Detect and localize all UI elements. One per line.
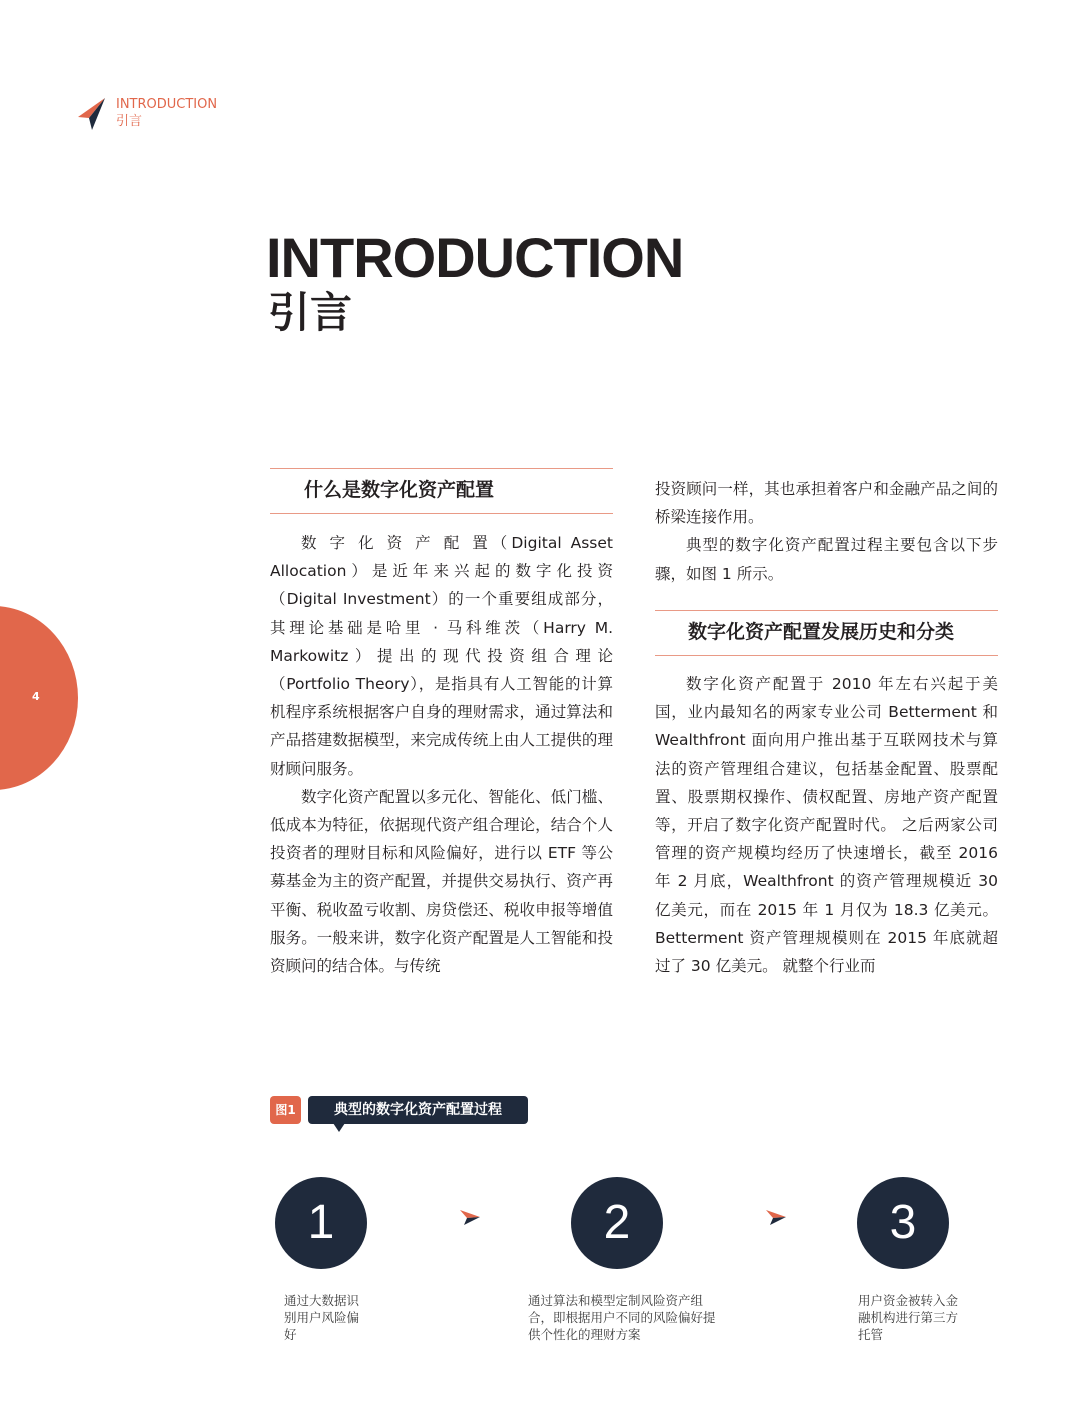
page-title-en: INTRODUCTION <box>266 226 684 289</box>
header-title-zh: 引言 <box>116 114 143 129</box>
section1-body <box>270 529 613 979</box>
step-3-description: 用户资金被转入金融机构进行第三方托管 <box>858 1293 959 1342</box>
figure-tag: 图1 <box>270 1096 301 1124</box>
paragraph: 典型的数字化资产配置过程主要包含以下步骤，如图 1 所示。 <box>655 536 998 583</box>
page-number: 4 <box>32 690 40 703</box>
section-heading-history <box>655 610 998 656</box>
step-2-description: 通过算法和模型定制风险资产组合，即根据用户不同的风险偏好提供个性化的理财方案 <box>528 1293 716 1342</box>
page-title-zh: 引言 <box>268 288 353 337</box>
step-2-circle: 2 <box>571 1177 663 1269</box>
paragraph: 数字化资产配置以多元化、智能化、低门槛、低成本为特征，依据现代资产组合理论，结合个人投资者的理财目标和风险偏好，进行以 ETF 等公募基金为主的资产配置，并提供交易执行、资产再平衡、税收盈亏收割、房贷偿还、税收申报等增值服务。一般来讲，数字化资产配置是人工智能和投资顾问的结合体。与传统 <box>270 787 613 976</box>
header-title-en: INTRODUCTION <box>116 97 218 112</box>
arrow-right-icon <box>459 1207 481 1227</box>
paragraph: 投资顾问一样，其也承担着客户和金融产品之间的桥梁连接作用。 <box>655 480 998 527</box>
figure-title: 典型的数字化资产配置过程 <box>308 1096 528 1124</box>
section2-body <box>655 670 998 980</box>
paragraph: 数字化资产配置于 2010 年左右兴起于美国，业内最知名的两家专业公司 Betterment 和 Wealthfront 面向用户推出基于互联网技术与算法的资产管理组合建议，包括基金配置、股票配置、股票期权操作、债权配置、房地产资产配置等，开启了数字化资产配置时代。 之后两家公司管理的资产规模均经历了快速增长，截至 2016 年 2 月底，Wealthfront 的资产管理规模近 30 亿美元，而在 2015 年 1 月仅为 18.3 亿美元。Betterment 资产管理规模则在 2015 年底就超过了 30 亿美元。 就整个行业而 <box>655 675 998 976</box>
step-1-circle: 1 <box>275 1177 367 1269</box>
step-1-description: 通过大数据识别用户风险偏好 <box>284 1293 360 1342</box>
section1-continued <box>655 475 998 588</box>
paper-plane-logo-icon <box>76 96 108 132</box>
paragraph: 数 字 化 资 产 配 置（Digital Asset Allocation）是近年来兴起的数字化投资（Digital Investment）的一个重要组成部分，其理论基础是哈里 · 马科维茨（Harry M. Markowitz）提出的现代投资组合理论（Portfolio Theory），是指具有人工智能的计算机程序系统根据客户自身的理财需求，通过算法和产品搭建数据模型，来完成传统上由人工提供的理财顾问服务。 <box>270 534 613 778</box>
header-label <box>116 96 217 130</box>
section-heading-text: 数字化资产配置发展历史和分类 <box>688 621 955 643</box>
arrow-right-icon <box>765 1207 787 1227</box>
figure-title-pointer <box>333 1123 345 1132</box>
section-heading-what-is <box>270 468 613 514</box>
step-3-circle: 3 <box>857 1177 949 1269</box>
section-heading-text: 什么是数字化资产配置 <box>304 479 495 501</box>
